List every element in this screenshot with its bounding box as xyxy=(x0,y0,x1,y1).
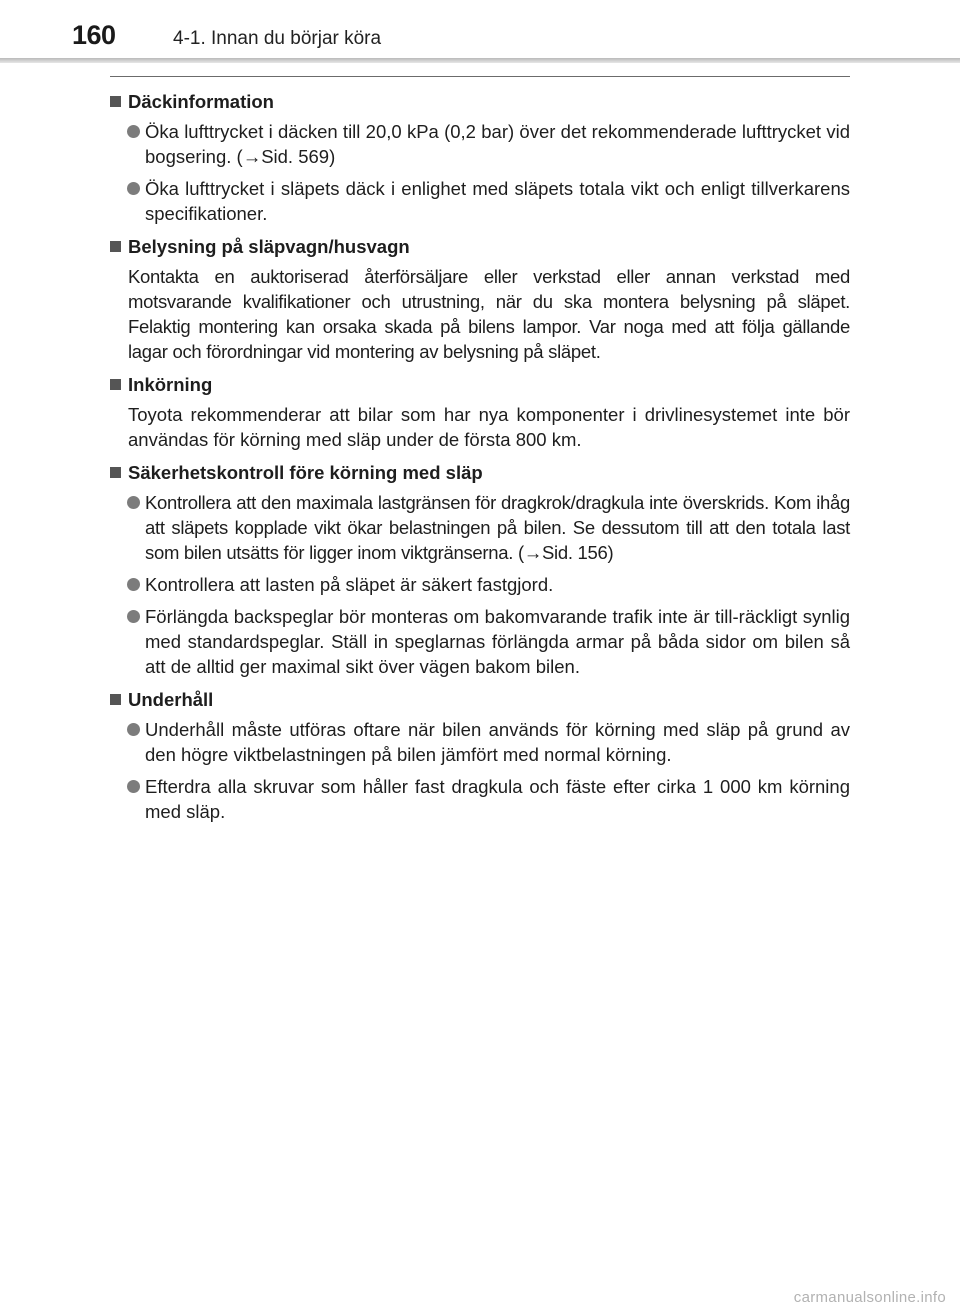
section-title: Underhåll xyxy=(128,689,214,710)
square-bullet-icon xyxy=(110,241,121,252)
bullet-text: Underhåll måste utföras oftare när bilen används för körning med släp på grund av den högre viktbelastningen på bilen jämfört med normal körning. xyxy=(145,719,850,765)
section-break-in xyxy=(110,372,850,452)
round-bullet-icon xyxy=(127,125,140,138)
bullet-text: Kontrollera att den maximala lastgränsen för dragkrok/dragkula inte överskrids. Kom ihåg att släpets kopplade vikt ökar belastningen på bilen. Se dessutom till att den totala last som bilen utsätts för ligger inom viktgränserna. (→Sid. 156) xyxy=(145,492,850,563)
bullet-text: Kontrollera att lasten på släpet är säkert fastgjord. xyxy=(145,574,554,595)
square-bullet-icon xyxy=(110,379,121,390)
section-heading xyxy=(110,234,850,260)
square-bullet-icon xyxy=(110,467,121,478)
section-tire-info xyxy=(110,89,850,226)
section-trailer-lighting xyxy=(110,234,850,364)
top-rule xyxy=(110,76,850,77)
section-title: Säkerhetskontroll före körning med släp xyxy=(128,462,483,483)
chapter-title: 4-1. Innan du börjar köra xyxy=(173,28,382,49)
section-heading xyxy=(110,687,850,713)
bullet-item xyxy=(110,774,850,824)
bullet-item xyxy=(110,717,850,767)
page-header xyxy=(0,0,960,62)
page-content xyxy=(110,89,850,832)
round-bullet-icon xyxy=(127,780,140,793)
round-bullet-icon xyxy=(127,182,140,195)
section-maintenance xyxy=(110,687,850,824)
section-heading xyxy=(110,89,850,115)
bullet-text: Öka lufttrycket i släpets däck i enlighet med släpets totala vikt och enligt tillverkarens specifikationer. xyxy=(145,178,850,224)
section-heading xyxy=(110,372,850,398)
watermark: carmanualsonline.info xyxy=(793,1289,946,1306)
square-bullet-icon xyxy=(110,694,121,705)
bullet-item xyxy=(110,604,850,679)
round-bullet-icon xyxy=(127,610,140,623)
bullet-item xyxy=(110,176,850,226)
bullet-item xyxy=(110,572,850,597)
section-paragraph: Kontakta en auktoriserad återförsäljare eller verkstad eller annan verkstad med motsvarande kvalifikationer och utrustning, när du ska montera belysning på släpet. Felaktig montering kan orsaka skada på bilens lampor. Var noga med att följa gällande lagar och förordningar vid montering av belysning på släpet. xyxy=(128,266,850,362)
bullet-text: Förlängda backspeglar bör monteras om bakomvarande trafik inte är till-räckligt synlig med standardspeglar. Ställ in speglarnas förlängda armar på båda sidor om bilen så att de alltid ger maximal sikt över vägen bakom bilen. xyxy=(145,606,850,677)
section-title: Däckinformation xyxy=(128,91,274,112)
section-paragraph: Toyota rekommenderar att bilar som har nya komponenter i drivlinesystemet inte bör användas för körning med släp under de första 800 km. xyxy=(128,404,850,450)
round-bullet-icon xyxy=(127,578,140,591)
square-bullet-icon xyxy=(110,96,121,107)
bullet-item xyxy=(110,119,850,169)
round-bullet-icon xyxy=(127,496,140,509)
bullet-text: Efterdra alla skruvar som håller fast dragkula och fäste efter cirka 1 000 km körning med släp. xyxy=(145,776,850,822)
section-title: Inkörning xyxy=(128,374,213,395)
section-safety-check xyxy=(110,460,850,679)
section-title: Belysning på släpvagn/husvagn xyxy=(128,236,410,257)
section-heading xyxy=(110,460,850,486)
bullet-text: Öka lufttrycket i däcken till 20,0 kPa (0,2 bar) över det rekommenderade lufttrycket vid bogsering. (→Sid. 569) xyxy=(145,121,850,167)
header-band xyxy=(0,58,960,63)
bullet-item xyxy=(110,490,850,565)
round-bullet-icon xyxy=(127,723,140,736)
page-number: 160 xyxy=(72,20,116,50)
